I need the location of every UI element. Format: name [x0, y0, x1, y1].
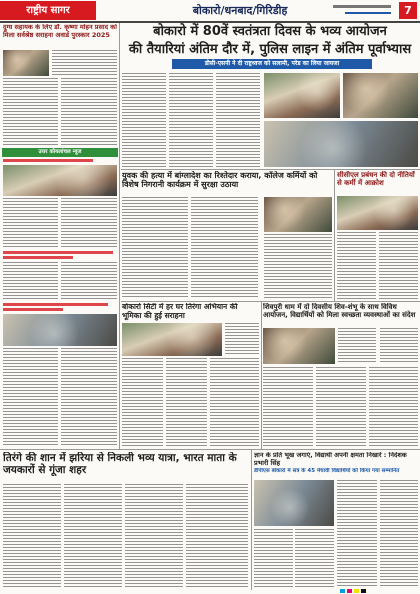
lead-headline-line-1: बोकारो में 80वें स्वतंत्रता दिवस के भव्य आयोजन — [153, 24, 387, 39]
bottom-right-headline: ज्ञान के प्रति भूख जगाएं, विद्यार्थी अपनी क्षमता निखारें : निदेशक प्रभारी सिंह — [254, 452, 407, 467]
article-body-text — [166, 358, 207, 447]
bottom-right-photo — [254, 480, 334, 526]
article-body-text — [169, 73, 213, 167]
column-rule — [251, 450, 252, 590]
article-body-text — [337, 232, 376, 299]
section-label: उत्तर कोयलांचल न्यूज — [38, 149, 82, 155]
left-photo-1 — [3, 50, 49, 76]
registration-mark — [347, 589, 352, 593]
right-photo — [337, 196, 418, 230]
subheadline-text-block — [3, 303, 108, 306]
article-body-text — [338, 328, 376, 364]
bottom-right-deck: डीपीएस बोकारो में सत्र के 45 मेधावी विद्यार्थियों को किया गया सम्मानित — [254, 468, 400, 474]
bottom-left-headline: तिरंगे की शान में झरिया से निकली भव्य यात्रा, भारत माता के जयकारों से गूंजा शहर — [3, 452, 237, 477]
story-rule — [0, 449, 420, 450]
article-body-text — [122, 197, 188, 299]
article-body-text — [337, 480, 377, 587]
article-body-text — [216, 73, 260, 167]
article-body-text — [295, 529, 334, 587]
masthead-title: राष्ट्रीय सागर — [26, 5, 70, 16]
article-body-text — [191, 197, 258, 299]
article-body-text — [210, 358, 259, 447]
page-number: 7 — [399, 2, 417, 19]
registration-mark — [354, 589, 359, 593]
registration-mark — [361, 589, 366, 593]
article-body-text — [61, 348, 117, 447]
article-body-text — [125, 484, 183, 587]
lead-photo-parade-3 — [264, 121, 418, 167]
article-body-text — [225, 323, 259, 356]
article-body-text — [186, 484, 248, 587]
article-body-text — [3, 348, 58, 447]
left-photo-3 — [3, 314, 117, 346]
article-body-text — [61, 262, 117, 300]
story-rule — [121, 169, 420, 170]
article-body-text — [64, 484, 122, 587]
article-body-text — [254, 529, 293, 587]
right-headline: सीसीएल प्रबंधन की दो नीतियों से कर्मी में आक्रोश — [337, 171, 415, 188]
lead-photo-parade-2 — [343, 73, 418, 118]
article-body-text — [61, 78, 117, 146]
subheadline-text-block — [3, 251, 113, 254]
lead-deck: डीसी-एसपी ने दी राष्ट्रध्वज को सलामी, परेड का लिया जायजा — [204, 60, 340, 67]
article-body-text — [263, 367, 313, 447]
dateline-text-block — [333, 5, 391, 8]
lower-right-photo — [263, 328, 335, 364]
article-body-text — [61, 198, 117, 248]
article-body-text — [122, 73, 166, 167]
registration-mark — [340, 589, 345, 593]
middle-photo — [264, 197, 332, 232]
lower-middle-photo — [122, 323, 222, 356]
article-body-text — [52, 50, 117, 76]
lead-photo-parade-1 — [264, 73, 340, 118]
subheadline-text-block — [3, 256, 73, 259]
article-body-text — [3, 484, 61, 587]
middle-headline: युवक की हत्या में बांग्लादेश का रिश्तेदार कराया, कॉलेज कर्मियों को विशेष निगरानी कार्यक्रम में सुरक्षा उठाया — [122, 171, 318, 190]
article-body-text — [316, 367, 366, 447]
article-body-text — [122, 358, 163, 447]
article-body-text — [380, 480, 418, 587]
lead-headline-line-2: की तैयारियां अंतिम दौर में, पुलिस लाइन में अंतिम पूर्वाभ्यास — [128, 42, 412, 57]
left-top-headline: दुग्ध सहायक के लिए डॉ. कृष्णा मोहन प्रसाद को मिला सर्वश्रेष्ठ सराहना अवार्ड पुरस्कार 2025 — [3, 24, 117, 39]
article-body-text — [3, 78, 58, 146]
column-rule — [119, 23, 120, 449]
column-rule — [261, 302, 262, 449]
lower-right-headline: शिवपुरी धाम में दो दिवसीय शिव-शंभू के साथ विविध आयोजन, विद्यार्थियों को मिला स्वच्छता व्यवस्थाओं का संदेश — [263, 303, 416, 320]
left-photo-2 — [3, 165, 117, 196]
article-body-text — [3, 198, 58, 248]
article-body-text — [369, 367, 418, 447]
article-body-text — [3, 262, 58, 300]
story-rule — [121, 301, 420, 302]
column-rule — [334, 170, 335, 301]
website-text-block — [345, 12, 391, 14]
article-body-text — [379, 232, 418, 299]
lower-middle-headline: बोकारो सिटी में हर घर तिरंगा अभियान की भूमिका की हुई सराहना — [122, 303, 238, 320]
edition-label: बोकारो/धनबाद/गिरिडीह — [192, 4, 288, 17]
article-body-text — [380, 328, 418, 364]
subheadline-text-block — [3, 159, 93, 162]
article-body-text — [264, 234, 332, 299]
subheadline-text-block — [3, 308, 63, 311]
